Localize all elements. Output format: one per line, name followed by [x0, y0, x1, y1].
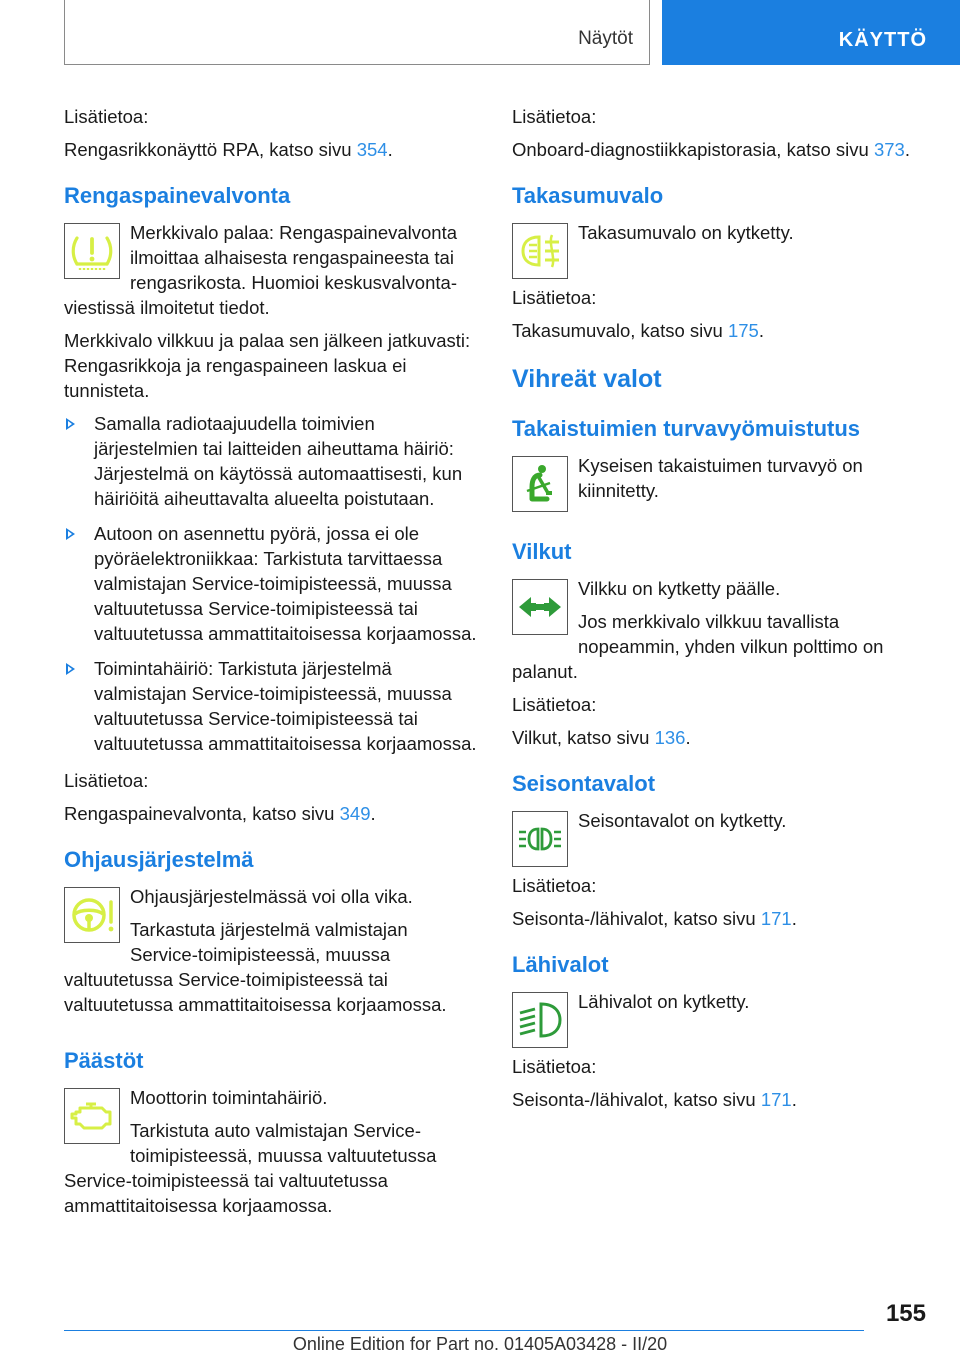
turn-signal-icon [512, 579, 568, 635]
header-chapter-tab [662, 0, 960, 65]
more-info-label: Lisätietoa: [512, 106, 597, 127]
page-link-373[interactable]: 373 [873, 139, 905, 160]
more-info-low-beam: Seisonta-/lähivalot, katso sivu 171. [512, 1089, 797, 1110]
steering-text-1: Ohjausjärjestelmässä voi olla vika. [130, 886, 413, 907]
more-info-rpa: Rengasrikkonäyttö RPA, katso sivu 354. [64, 139, 393, 160]
seatbelt-text: Kyseisen takaistuimen turvavyö on kiinnitetty. [578, 455, 863, 501]
parking-light-block [512, 808, 928, 873]
left-column [64, 104, 480, 1226]
more-info-turn-signals: Vilkut, katso sivu 136. [512, 727, 691, 748]
heading-steering: Ohjausjärjestelmä [64, 847, 254, 872]
emissions-block [64, 1085, 480, 1226]
rpa-bullet-list [64, 411, 480, 756]
page-link-136[interactable]: 136 [654, 727, 686, 748]
page-link-171-b[interactable]: 171 [760, 1089, 792, 1110]
triangle-bullet-icon [66, 418, 75, 430]
turn-signal-text-1: Vilkku on kytketty päälle. [578, 578, 781, 599]
more-info-obd: Onboard-diagnostiikkapistorasia, katso sivu 373. [512, 139, 910, 160]
page-link-349[interactable]: 349 [339, 803, 371, 824]
right-column [512, 104, 928, 1120]
header-chapter-title: KÄYTTÖ [838, 29, 927, 51]
heading-low-beam: Lähivalot [512, 952, 609, 977]
triangle-bullet-icon [66, 663, 75, 675]
parking-light-icon [512, 811, 568, 867]
page-link-175[interactable]: 175 [727, 320, 759, 341]
list-item: Autoon on asennettu pyörä, jossa ei ole pyöräelektroniikkaa: Tarkistuta tarvittaessa valmistajan Service-toimipisteessä, muussa valtuutetussa Service-toimipisteessä tai valtuutetussa ammattitaitoisessa korjaamossa. [64, 521, 480, 646]
tire-pressure-warning-icon [64, 223, 120, 279]
more-info-label: Lisätietoa: [512, 875, 597, 896]
parking-light-text: Seisontavalot on kytketty. [578, 810, 787, 831]
heading-green-lights: Vihreät valot [512, 365, 662, 393]
rpa-text-2: Merkkivalo vilkkuu ja palaa sen jälkeen jatkuvasti: Rengasrikkoja ja rengaspaineen laskua ei tunnisteta. [64, 330, 471, 401]
low-beam-icon [512, 992, 568, 1048]
steering-block [64, 884, 480, 1025]
more-info-label: Lisätietoa: [64, 770, 149, 791]
emissions-text-1: Moottorin toimintahäiriö. [130, 1087, 328, 1108]
page-number: 155 [885, 1300, 926, 1327]
heading-seatbelt: Takaistuimien turvavyömuistutus [512, 416, 861, 441]
more-info-label: Lisätietoa: [512, 694, 597, 715]
rear-fog-light-icon [512, 223, 568, 279]
heading-rear-fog: Takasumuvalo [512, 183, 664, 208]
rear-fog-text: Takasumuvalo on kytketty. [578, 222, 794, 243]
footer-edition: Online Edition for Part no. 01405A03428 - II/20 [292, 1334, 668, 1354]
heading-parking-lights: Seisontavalot [512, 771, 656, 796]
more-info-parking: Seisonta-/lähivalot, katso sivu 171. [512, 908, 797, 929]
heading-rpa: Rengaspainevalvonta [64, 183, 291, 208]
header-section-box [64, 0, 650, 65]
rear-fog-block [512, 220, 928, 285]
footer-divider [64, 1330, 864, 1331]
turn-signal-text-2: Jos merkkivalo vilkkuu tavallista nopeammin, yhden vilkun polttimo on palanut. [512, 611, 884, 682]
seatbelt-block [512, 453, 928, 518]
rpa-text-1: Merkkivalo palaa: Rengaspainevalvonta ilmoittaa alhaisesta rengaspaineesta tai rengasrikosta. Huomioi keskusvalvonta-viestissä ilmoitetut tiedot. [64, 222, 458, 318]
page-link-354[interactable]: 354 [356, 139, 388, 160]
list-item: Toimintahäiriö: Tarkistuta järjestelmä valmistajan Service-toimipisteessä, muussa valtuutetussa Service-toimipisteessä tai valtuutetussa ammattitaitoisessa korjaamossa. [64, 656, 480, 756]
engine-check-icon [64, 1088, 120, 1144]
rpa-block [64, 220, 480, 328]
more-info-rear-fog: Takasumuvalo, katso sivu 175. [512, 320, 764, 341]
steering-text-2: Tarkastuta järjestelmä valmistajan Service-toimipisteessä, muussa valtuutetussa Service-toimipisteessä tai valtuutetussa ammattitaitoisessa korjaamossa. [64, 919, 447, 1015]
triangle-bullet-icon [66, 528, 75, 540]
page-link-171[interactable]: 171 [760, 908, 792, 929]
more-info-label: Lisätietoa: [512, 287, 597, 308]
heading-turn-signals: Vilkut [512, 539, 572, 564]
turn-signal-block [512, 576, 928, 692]
more-info-label: Lisätietoa: [64, 106, 149, 127]
more-info-label: Lisätietoa: [512, 1056, 597, 1077]
steering-warning-icon [64, 887, 120, 943]
low-beam-block [512, 989, 928, 1054]
low-beam-text: Lähivalot on kytketty. [578, 991, 750, 1012]
list-item: Samalla radiotaajuudella toimivien järjestelmien tai laitteiden aiheuttama häiriö: Järjestelmä on käytössä automaattisesti, kun häiriöitä aiheuttavalta alueelta poistutaan. [64, 411, 480, 511]
seatbelt-icon [512, 456, 568, 512]
header-section-title: Näytöt [578, 28, 633, 49]
emissions-text-2: Tarkistuta auto valmistajan Service-toimipisteessä, muussa valtuutetussa Service-toimipisteessä tai valtuutetussa ammattitaitoisessa korjaamossa. [64, 1120, 437, 1216]
more-info-rpa-ref: Rengaspainevalvonta, katso sivu 349. [64, 803, 376, 824]
heading-emissions: Päästöt [64, 1048, 144, 1073]
